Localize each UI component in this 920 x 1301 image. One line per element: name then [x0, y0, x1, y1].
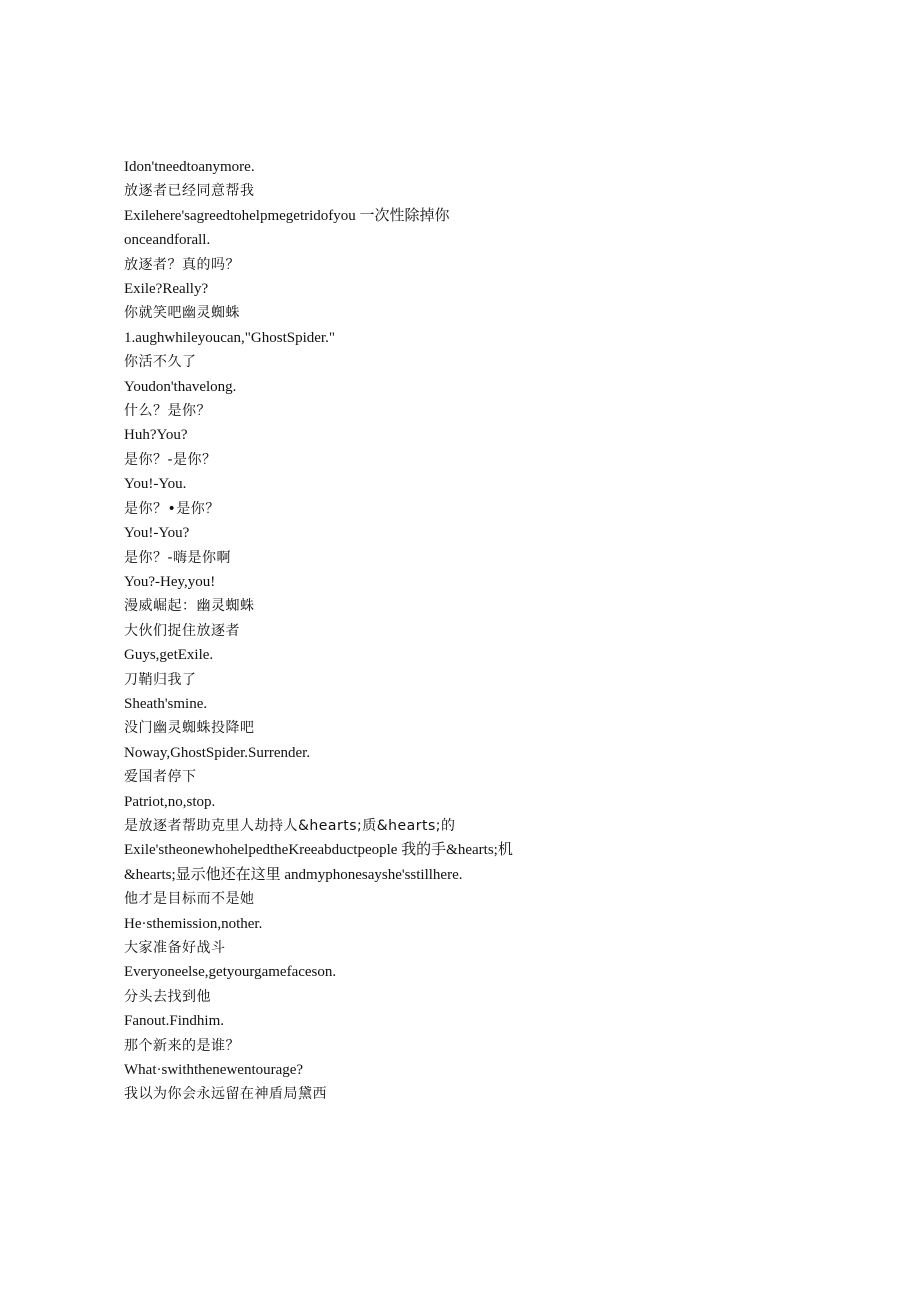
subtitle-transcript	[124, 155, 584, 1107]
text-line: 那个新来的是谁？	[124, 1037, 240, 1054]
text-line: You?-Hey,you!	[124, 573, 216, 590]
text-line: Youdon'thavelong.	[124, 378, 237, 395]
text-line: Exile'stheonewhohelpedtheKreeabductpeople 我的手&hearts;机	[124, 842, 513, 859]
text-line: Everyoneelse,getyourgamefaceson.	[124, 964, 337, 981]
text-line: What·swiththenewentourage?	[124, 1062, 304, 1079]
text-line: Exile?Really?	[124, 281, 209, 298]
text-line: 分头去找到他	[124, 988, 211, 1005]
text-line: Exilehere'sagreedtohelpmegetridofyou 一次性除掉你	[124, 207, 450, 224]
text-line: Sheath'smine.	[124, 695, 208, 712]
text-line: Noway,GhostSpider.Surrender.	[124, 744, 311, 761]
text-line: 是你？-是你？	[124, 451, 217, 468]
text-line: 什么？是你？	[124, 403, 211, 420]
text-line: Idon'tneedtoanymore.	[124, 159, 255, 175]
text-line: &hearts;显示他还在这里 andmyphonesayshe'sstillhere.	[124, 866, 463, 883]
text-line: 是放逐者帮助克里人劫持人&hearts;质&hearts;的	[124, 817, 456, 834]
text-line: 1.aughwhileyoucan,"GhostSpider."	[124, 329, 335, 346]
text-line: 大伙们捉住放逐者	[124, 622, 240, 639]
text-line: 放逐者？真的吗？	[124, 256, 240, 273]
text-line: 是你？•是你？	[124, 500, 220, 517]
text-line: 刀鞘归我了	[124, 671, 197, 688]
text-line: 放逐者已经同意帮我	[124, 183, 255, 200]
text-line: 是你？-嗨是你啊	[124, 549, 232, 566]
text-line: He·sthemission,nother.	[124, 915, 263, 932]
text-line: Patriot,no,stop.	[124, 793, 216, 810]
text-line: onceandforall.	[124, 232, 211, 249]
text-line: 大家准备好战斗	[124, 940, 226, 956]
text-line: 爱国者停下	[124, 769, 197, 786]
text-line: You!-You?	[124, 525, 190, 542]
text-line: 你活不久了	[124, 354, 197, 371]
text-line: 他才是目标而不是她	[124, 891, 255, 908]
text-line: Fanout.Findhim.	[124, 1013, 225, 1030]
text-line: Guys,getExile.	[124, 647, 214, 664]
text-line: 我以为你会永远留在神盾局黛西	[124, 1086, 327, 1103]
text-line: 你就笑吧幽灵蜘蛛	[124, 305, 240, 322]
text-line: Huh?You?	[124, 427, 188, 444]
text-line: You!-You.	[124, 476, 187, 493]
text-line: 没门幽灵蜘蛛投降吧	[124, 720, 255, 737]
text-line: 漫威崛起：幽灵蜘蛛	[124, 598, 255, 615]
